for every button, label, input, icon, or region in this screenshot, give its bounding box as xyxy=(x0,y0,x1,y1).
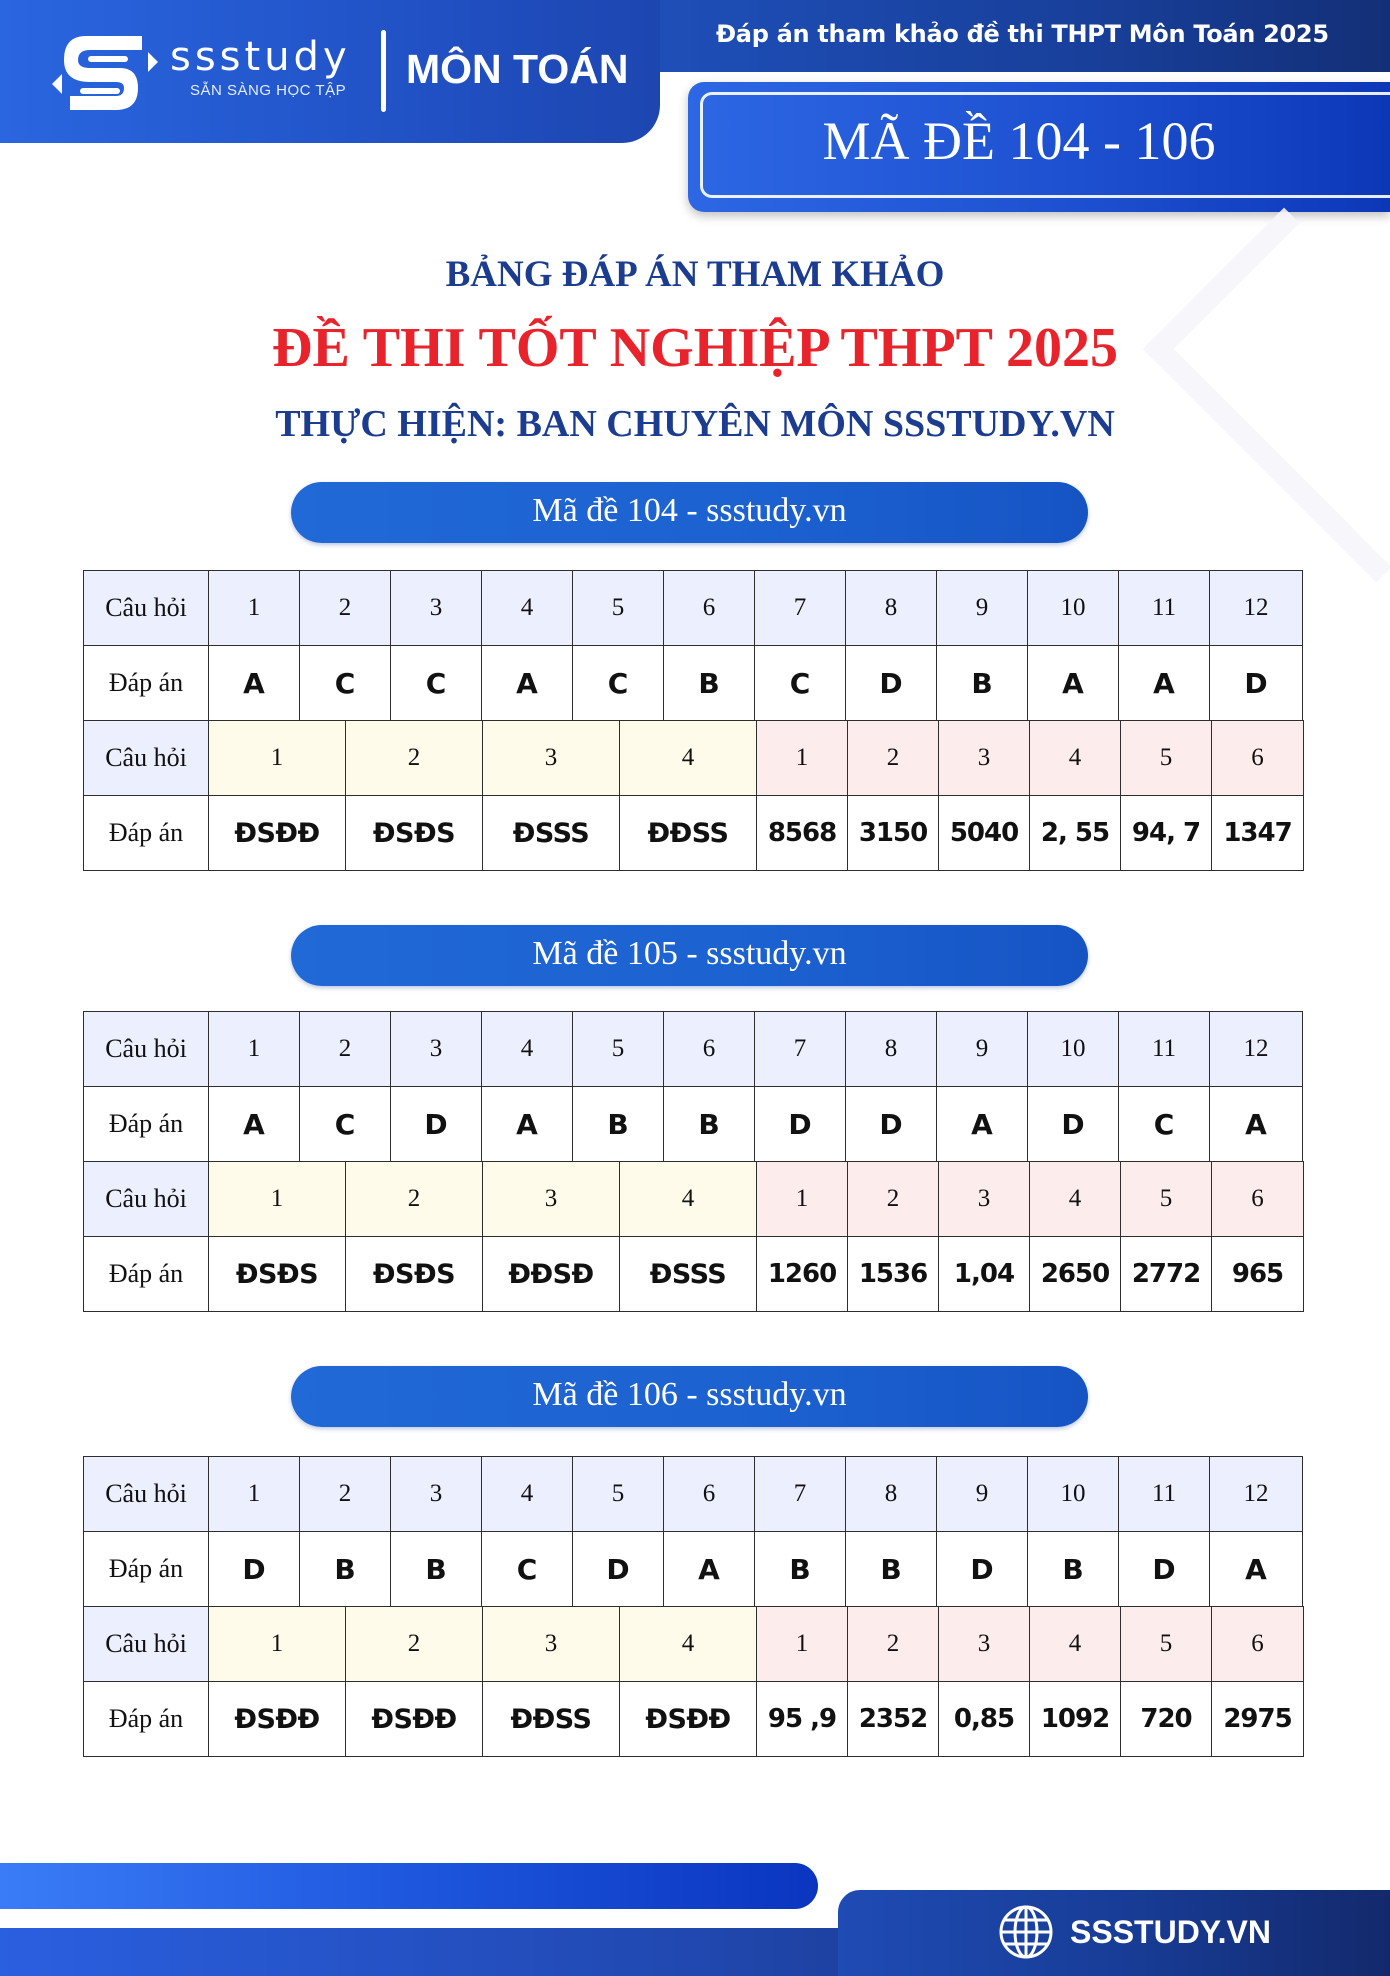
answer-cell: A xyxy=(209,646,300,721)
short-answer-question-number: 5 xyxy=(1121,1607,1212,1682)
truefalse-question-number: 1 xyxy=(209,1162,346,1237)
question-number: 8 xyxy=(846,1012,937,1087)
truefalse-answer-cell: ĐSĐS xyxy=(346,1237,483,1312)
short-answer-question-number: 1 xyxy=(757,1607,848,1682)
row-label: Đáp án xyxy=(84,796,209,871)
short-answer-question-number: 6 xyxy=(1212,1607,1304,1682)
truefalse-question-number: 2 xyxy=(346,1607,483,1682)
question-number: 3 xyxy=(391,571,482,646)
table-row xyxy=(84,1682,1304,1757)
short-answer-question-number: 3 xyxy=(939,1162,1030,1237)
truefalse-answer-cell: ĐSĐS xyxy=(346,796,483,871)
exam-106-header: Mã đề 106 - ssstudy.vn xyxy=(291,1366,1088,1427)
subject-title: MÔN TOÁN xyxy=(406,46,629,92)
exam-104-answer-table xyxy=(83,570,1303,721)
table-row xyxy=(84,1532,1303,1607)
short-answer-cell: 1260 xyxy=(757,1237,848,1312)
answer-cell: A xyxy=(1210,1087,1303,1162)
question-number: 8 xyxy=(846,1457,937,1532)
row-label: Câu hỏi xyxy=(84,721,209,796)
truefalse-question-number: 1 xyxy=(209,721,346,796)
question-number: 10 xyxy=(1028,571,1119,646)
truefalse-question-number: 3 xyxy=(483,721,620,796)
answer-cell: A xyxy=(209,1087,300,1162)
short-answer-cell: 95 ,9 xyxy=(757,1682,848,1757)
truefalse-answer-cell: ĐĐSS xyxy=(620,796,757,871)
question-number: 2 xyxy=(300,1457,391,1532)
answer-cell: A xyxy=(1210,1532,1303,1607)
short-answer-question-number: 6 xyxy=(1212,1162,1304,1237)
row-label: Câu hỏi xyxy=(84,1012,209,1087)
answer-cell: D xyxy=(846,646,937,721)
short-answer-question-number: 5 xyxy=(1121,721,1212,796)
answer-cell: B xyxy=(1028,1532,1119,1607)
short-answer-cell: 1092 xyxy=(1030,1682,1121,1757)
question-number: 6 xyxy=(664,571,755,646)
truefalse-question-number: 3 xyxy=(483,1607,620,1682)
title-line-2: ĐỀ THI TỐT NGHIỆP THPT 2025 xyxy=(272,317,1118,379)
answer-cell: D xyxy=(573,1532,664,1607)
answer-cell: C xyxy=(755,646,846,721)
short-answer-question-number: 3 xyxy=(939,1607,1030,1682)
question-number: 5 xyxy=(573,1457,664,1532)
question-number: 9 xyxy=(937,571,1028,646)
short-answer-cell: 5040 xyxy=(939,796,1030,871)
short-answer-cell: 965 xyxy=(1212,1237,1304,1312)
short-answer-question-number: 2 xyxy=(848,1607,939,1682)
brand-name: ssstudy xyxy=(170,34,351,80)
exam-104-header: Mã đề 104 - ssstudy.vn xyxy=(291,482,1088,543)
table-row xyxy=(84,1457,1303,1532)
table-row xyxy=(84,1607,1304,1682)
short-answer-cell: 1536 xyxy=(848,1237,939,1312)
brand-tagline: SẴN SÀNG HỌC TẬP xyxy=(190,82,347,99)
truefalse-answer-cell: ĐSĐĐ xyxy=(209,1682,346,1757)
question-number: 6 xyxy=(664,1457,755,1532)
table-row xyxy=(84,1087,1303,1162)
answer-cell: B xyxy=(300,1532,391,1607)
table-row xyxy=(84,721,1304,796)
answer-cell: D xyxy=(1119,1532,1210,1607)
truefalse-question-number: 2 xyxy=(346,721,483,796)
question-number: 7 xyxy=(755,571,846,646)
answer-cell: D xyxy=(846,1087,937,1162)
exam-106-answer-table xyxy=(83,1456,1303,1607)
exam-105-answer-table xyxy=(83,1011,1303,1162)
question-number: 12 xyxy=(1210,1457,1303,1532)
question-number: 2 xyxy=(300,571,391,646)
answer-cell: B xyxy=(664,1087,755,1162)
answer-cell: C xyxy=(391,646,482,721)
exam-104-part2-part3-table xyxy=(83,720,1304,871)
row-label: Câu hỏi xyxy=(84,1607,209,1682)
question-number: 11 xyxy=(1119,1457,1210,1532)
globe-icon xyxy=(998,1904,1054,1960)
question-number: 1 xyxy=(209,571,300,646)
answer-cell: A xyxy=(937,1087,1028,1162)
short-answer-cell: 0,85 xyxy=(939,1682,1030,1757)
row-label: Đáp án xyxy=(84,646,209,721)
question-number: 4 xyxy=(482,571,573,646)
short-answer-cell: 2975 xyxy=(1212,1682,1304,1757)
footer-accent-bar xyxy=(0,1863,818,1909)
table-row xyxy=(84,1162,1304,1237)
question-number: 7 xyxy=(755,1457,846,1532)
exam-codes-banner xyxy=(688,82,1390,212)
row-label: Câu hỏi xyxy=(84,571,209,646)
short-answer-cell: 3150 xyxy=(848,796,939,871)
truefalse-answer-cell: ĐSSS xyxy=(620,1237,757,1312)
truefalse-answer-cell: ĐSĐĐ xyxy=(209,796,346,871)
row-label: Đáp án xyxy=(84,1087,209,1162)
question-number: 6 xyxy=(664,1012,755,1087)
question-number: 5 xyxy=(573,1012,664,1087)
question-number: 10 xyxy=(1028,1457,1119,1532)
answer-cell: B xyxy=(937,646,1028,721)
short-answer-cell: 2, 55 xyxy=(1030,796,1121,871)
question-number: 1 xyxy=(209,1012,300,1087)
row-label: Câu hỏi xyxy=(84,1457,209,1532)
short-answer-cell: 2352 xyxy=(848,1682,939,1757)
question-number: 4 xyxy=(482,1457,573,1532)
answer-cell: D xyxy=(391,1087,482,1162)
question-number: 11 xyxy=(1119,1012,1210,1087)
answer-cell: B xyxy=(391,1532,482,1607)
short-answer-cell: 720 xyxy=(1121,1682,1212,1757)
header-divider xyxy=(381,30,386,112)
ssstudy-logo-icon xyxy=(50,32,160,114)
truefalse-question-number: 1 xyxy=(209,1607,346,1682)
answer-cell: C xyxy=(573,646,664,721)
exam-106-part2-part3-table xyxy=(83,1606,1304,1757)
table-row xyxy=(84,1012,1303,1087)
short-answer-question-number: 3 xyxy=(939,721,1030,796)
answer-cell: C xyxy=(482,1532,573,1607)
truefalse-answer-cell: ĐSĐĐ xyxy=(620,1682,757,1757)
short-answer-question-number: 1 xyxy=(757,721,848,796)
question-number: 3 xyxy=(391,1457,482,1532)
answer-cell: A xyxy=(664,1532,755,1607)
question-number: 10 xyxy=(1028,1012,1119,1087)
answer-cell: D xyxy=(1028,1087,1119,1162)
table-row xyxy=(84,796,1304,871)
row-label: Đáp án xyxy=(84,1682,209,1757)
short-answer-cell: 2772 xyxy=(1121,1237,1212,1312)
answer-cell: A xyxy=(1119,646,1210,721)
truefalse-answer-cell: ĐSĐS xyxy=(209,1237,346,1312)
question-number: 3 xyxy=(391,1012,482,1087)
answer-cell: A xyxy=(1028,646,1119,721)
row-label: Câu hỏi xyxy=(84,1162,209,1237)
short-answer-cell: 94, 7 xyxy=(1121,796,1212,871)
exam-105-part2-part3-table xyxy=(83,1161,1304,1312)
short-answer-question-number: 2 xyxy=(848,1162,939,1237)
answer-cell: D xyxy=(937,1532,1028,1607)
answer-cell: C xyxy=(300,1087,391,1162)
question-number: 11 xyxy=(1119,571,1210,646)
answer-cell: C xyxy=(300,646,391,721)
question-number: 4 xyxy=(482,1012,573,1087)
answer-cell: B xyxy=(664,646,755,721)
answer-cell: C xyxy=(1119,1087,1210,1162)
answer-cell: D xyxy=(1210,646,1303,721)
question-number: 2 xyxy=(300,1012,391,1087)
header-tagline: Đáp án tham khảo đề thi THPT Môn Toán 2025 xyxy=(716,20,1329,48)
title-line-3: THỰC HIỆN: BAN CHUYÊN MÔN SSSTUDY.VN xyxy=(275,403,1115,445)
short-answer-cell: 2650 xyxy=(1030,1237,1121,1312)
short-answer-question-number: 1 xyxy=(757,1162,848,1237)
question-number: 5 xyxy=(573,571,664,646)
short-answer-cell: 1347 xyxy=(1212,796,1304,871)
question-number: 9 xyxy=(937,1457,1028,1532)
short-answer-question-number: 5 xyxy=(1121,1162,1212,1237)
answer-cell: A xyxy=(482,1087,573,1162)
answer-cell: B xyxy=(755,1532,846,1607)
truefalse-answer-cell: ĐĐSS xyxy=(483,1682,620,1757)
table-row xyxy=(84,1237,1304,1312)
question-number: 9 xyxy=(937,1012,1028,1087)
short-answer-question-number: 4 xyxy=(1030,721,1121,796)
truefalse-question-number: 4 xyxy=(620,1162,757,1237)
truefalse-question-number: 4 xyxy=(620,721,757,796)
answer-cell: D xyxy=(209,1532,300,1607)
exam-codes-title: MÃ ĐỀ 104 - 106 xyxy=(822,111,1216,171)
row-label: Đáp án xyxy=(84,1237,209,1312)
short-answer-question-number: 6 xyxy=(1212,721,1304,796)
title-line-1: BẢNG ĐÁP ÁN THAM KHẢO xyxy=(445,254,945,295)
truefalse-answer-cell: ĐSSS xyxy=(483,796,620,871)
short-answer-question-number: 2 xyxy=(848,721,939,796)
table-row xyxy=(84,571,1303,646)
short-answer-cell: 1,04 xyxy=(939,1237,1030,1312)
answer-cell: B xyxy=(846,1532,937,1607)
short-answer-question-number: 4 xyxy=(1030,1607,1121,1682)
short-answer-cell: 8568 xyxy=(757,796,848,871)
short-answer-question-number: 4 xyxy=(1030,1162,1121,1237)
question-number: 12 xyxy=(1210,571,1303,646)
table-row xyxy=(84,646,1303,721)
truefalse-answer-cell: ĐSĐĐ xyxy=(346,1682,483,1757)
truefalse-answer-cell: ĐĐSĐ xyxy=(483,1237,620,1312)
row-label: Đáp án xyxy=(84,1532,209,1607)
question-number: 8 xyxy=(846,571,937,646)
truefalse-question-number: 4 xyxy=(620,1607,757,1682)
question-number: 7 xyxy=(755,1012,846,1087)
exam-105-header: Mã đề 105 - ssstudy.vn xyxy=(291,925,1088,986)
truefalse-question-number: 3 xyxy=(483,1162,620,1237)
answer-cell: A xyxy=(482,646,573,721)
question-number: 1 xyxy=(209,1457,300,1532)
footer-site-link[interactable]: SSSTUDY.VN xyxy=(1070,1914,1271,1950)
question-number: 12 xyxy=(1210,1012,1303,1087)
truefalse-question-number: 2 xyxy=(346,1162,483,1237)
answer-cell: D xyxy=(755,1087,846,1162)
answer-cell: B xyxy=(573,1087,664,1162)
